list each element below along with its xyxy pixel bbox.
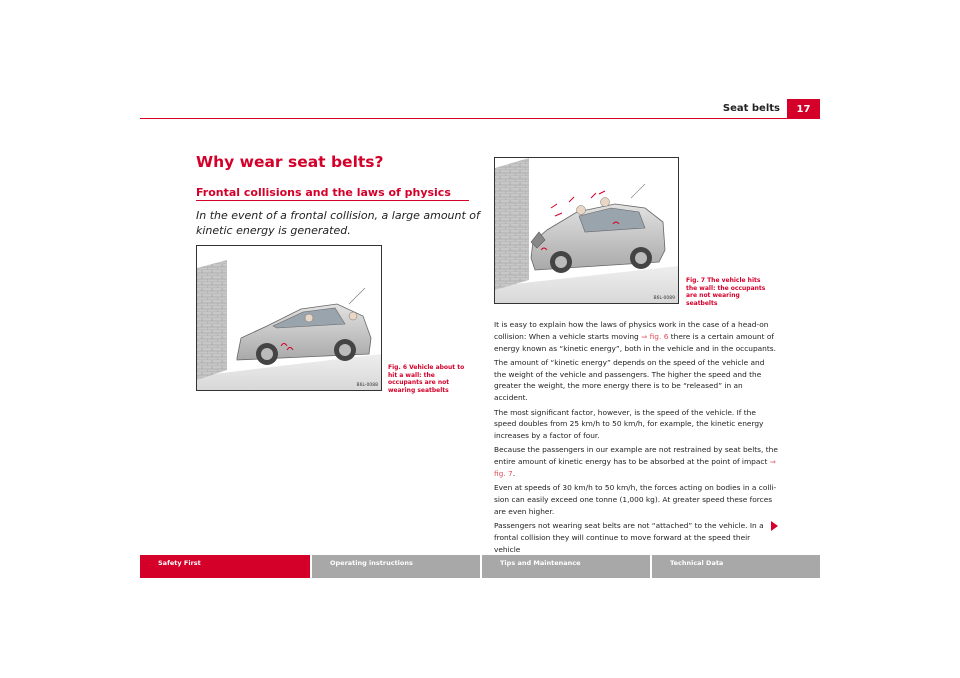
- tab-operating-instructions[interactable]: Operating instructions: [312, 555, 480, 578]
- paragraph-3: The most significant factor, however, is the speed of the vehicle. If the speed doubles from 25 km/h to 50 km/h, for example, the kinetic energy increases by a factor of four.: [494, 407, 764, 441]
- section-title: Why wear seat belts?: [196, 153, 384, 171]
- page-number: 17: [796, 103, 811, 115]
- paragraph-text: Because the passengers in our example are not restrained by seat belts, the entire amount of kinetic energy has to be absorbed at the point of impact: [494, 445, 778, 467]
- paragraph-2: The amount of “kinetic energy” depends on the speed of the vehicle and the weight of the vehicle and passengers. The higher the speed and the greater the weight, the more energy there is to be “released” in an accident.: [494, 357, 765, 403]
- figure-6-caption: Fig. 6 Vehicle about to hit a wall: the occupants are not wearing seatbelts: [388, 364, 465, 394]
- paragraph-4: [494, 444, 778, 479]
- figure-6-code: B6L-0088: [356, 383, 378, 388]
- tab-tips-and-maintenance[interactable]: Tips and Maintenance: [482, 555, 650, 578]
- figure-6-link[interactable]: ⇒ fig. 6: [641, 331, 669, 341]
- paragraph-5: Even at speeds of 30 km/h to 50 km/h, the forces acting on bodies in a colli-sion can easily exceed one tonne (1,000 kg). At greater speed these forces are even higher.: [494, 483, 777, 516]
- subsection-title: Frontal collisions and the laws of physics: [196, 186, 451, 199]
- car-impact-illustration: [495, 158, 678, 303]
- figure-7-caption: Fig. 7 The vehicle hits the wall: the occupants are not wearing seatbelts: [686, 277, 766, 307]
- paragraph-6: Passengers not wearing seat belts are not “attached” to the vehicle. In a frontal collision they will continue to move forward at the speed their vehicle: [494, 521, 764, 554]
- continue-arrow-icon: [771, 521, 778, 531]
- tab-safety-first[interactable]: Safety First: [140, 555, 310, 578]
- footer-nav: [140, 555, 820, 578]
- paragraph-text: It is easy to explain how the laws of physics work in the case of a head-on collision: When a vehicle starts moving: [494, 320, 769, 341]
- subsection-divider: [196, 200, 469, 201]
- tab-technical-data[interactable]: Technical Data: [652, 555, 820, 578]
- paragraph-text: there is a certain amount of energy known as “kinetic energy”, both in the vehicle and in the occupants.: [494, 331, 776, 353]
- body-text: [494, 319, 778, 558]
- paragraph-1: [494, 319, 778, 354]
- car-before-impact-illustration: [197, 246, 381, 390]
- figure-7-code: B6L-0089: [653, 296, 675, 301]
- paragraph-text: .: [512, 469, 516, 479]
- header-divider: [140, 118, 820, 119]
- figure-6-image: [196, 245, 382, 391]
- running-header-title: Seat belts: [722, 103, 780, 114]
- figure-7-link[interactable]: ⇒ fig. 7: [494, 457, 776, 479]
- intro-text: In the event of a frontal collision, a large amount of kinetic energy is generated.: [196, 209, 480, 237]
- figure-7-image: [494, 157, 679, 304]
- page-number-badge: [787, 99, 820, 119]
